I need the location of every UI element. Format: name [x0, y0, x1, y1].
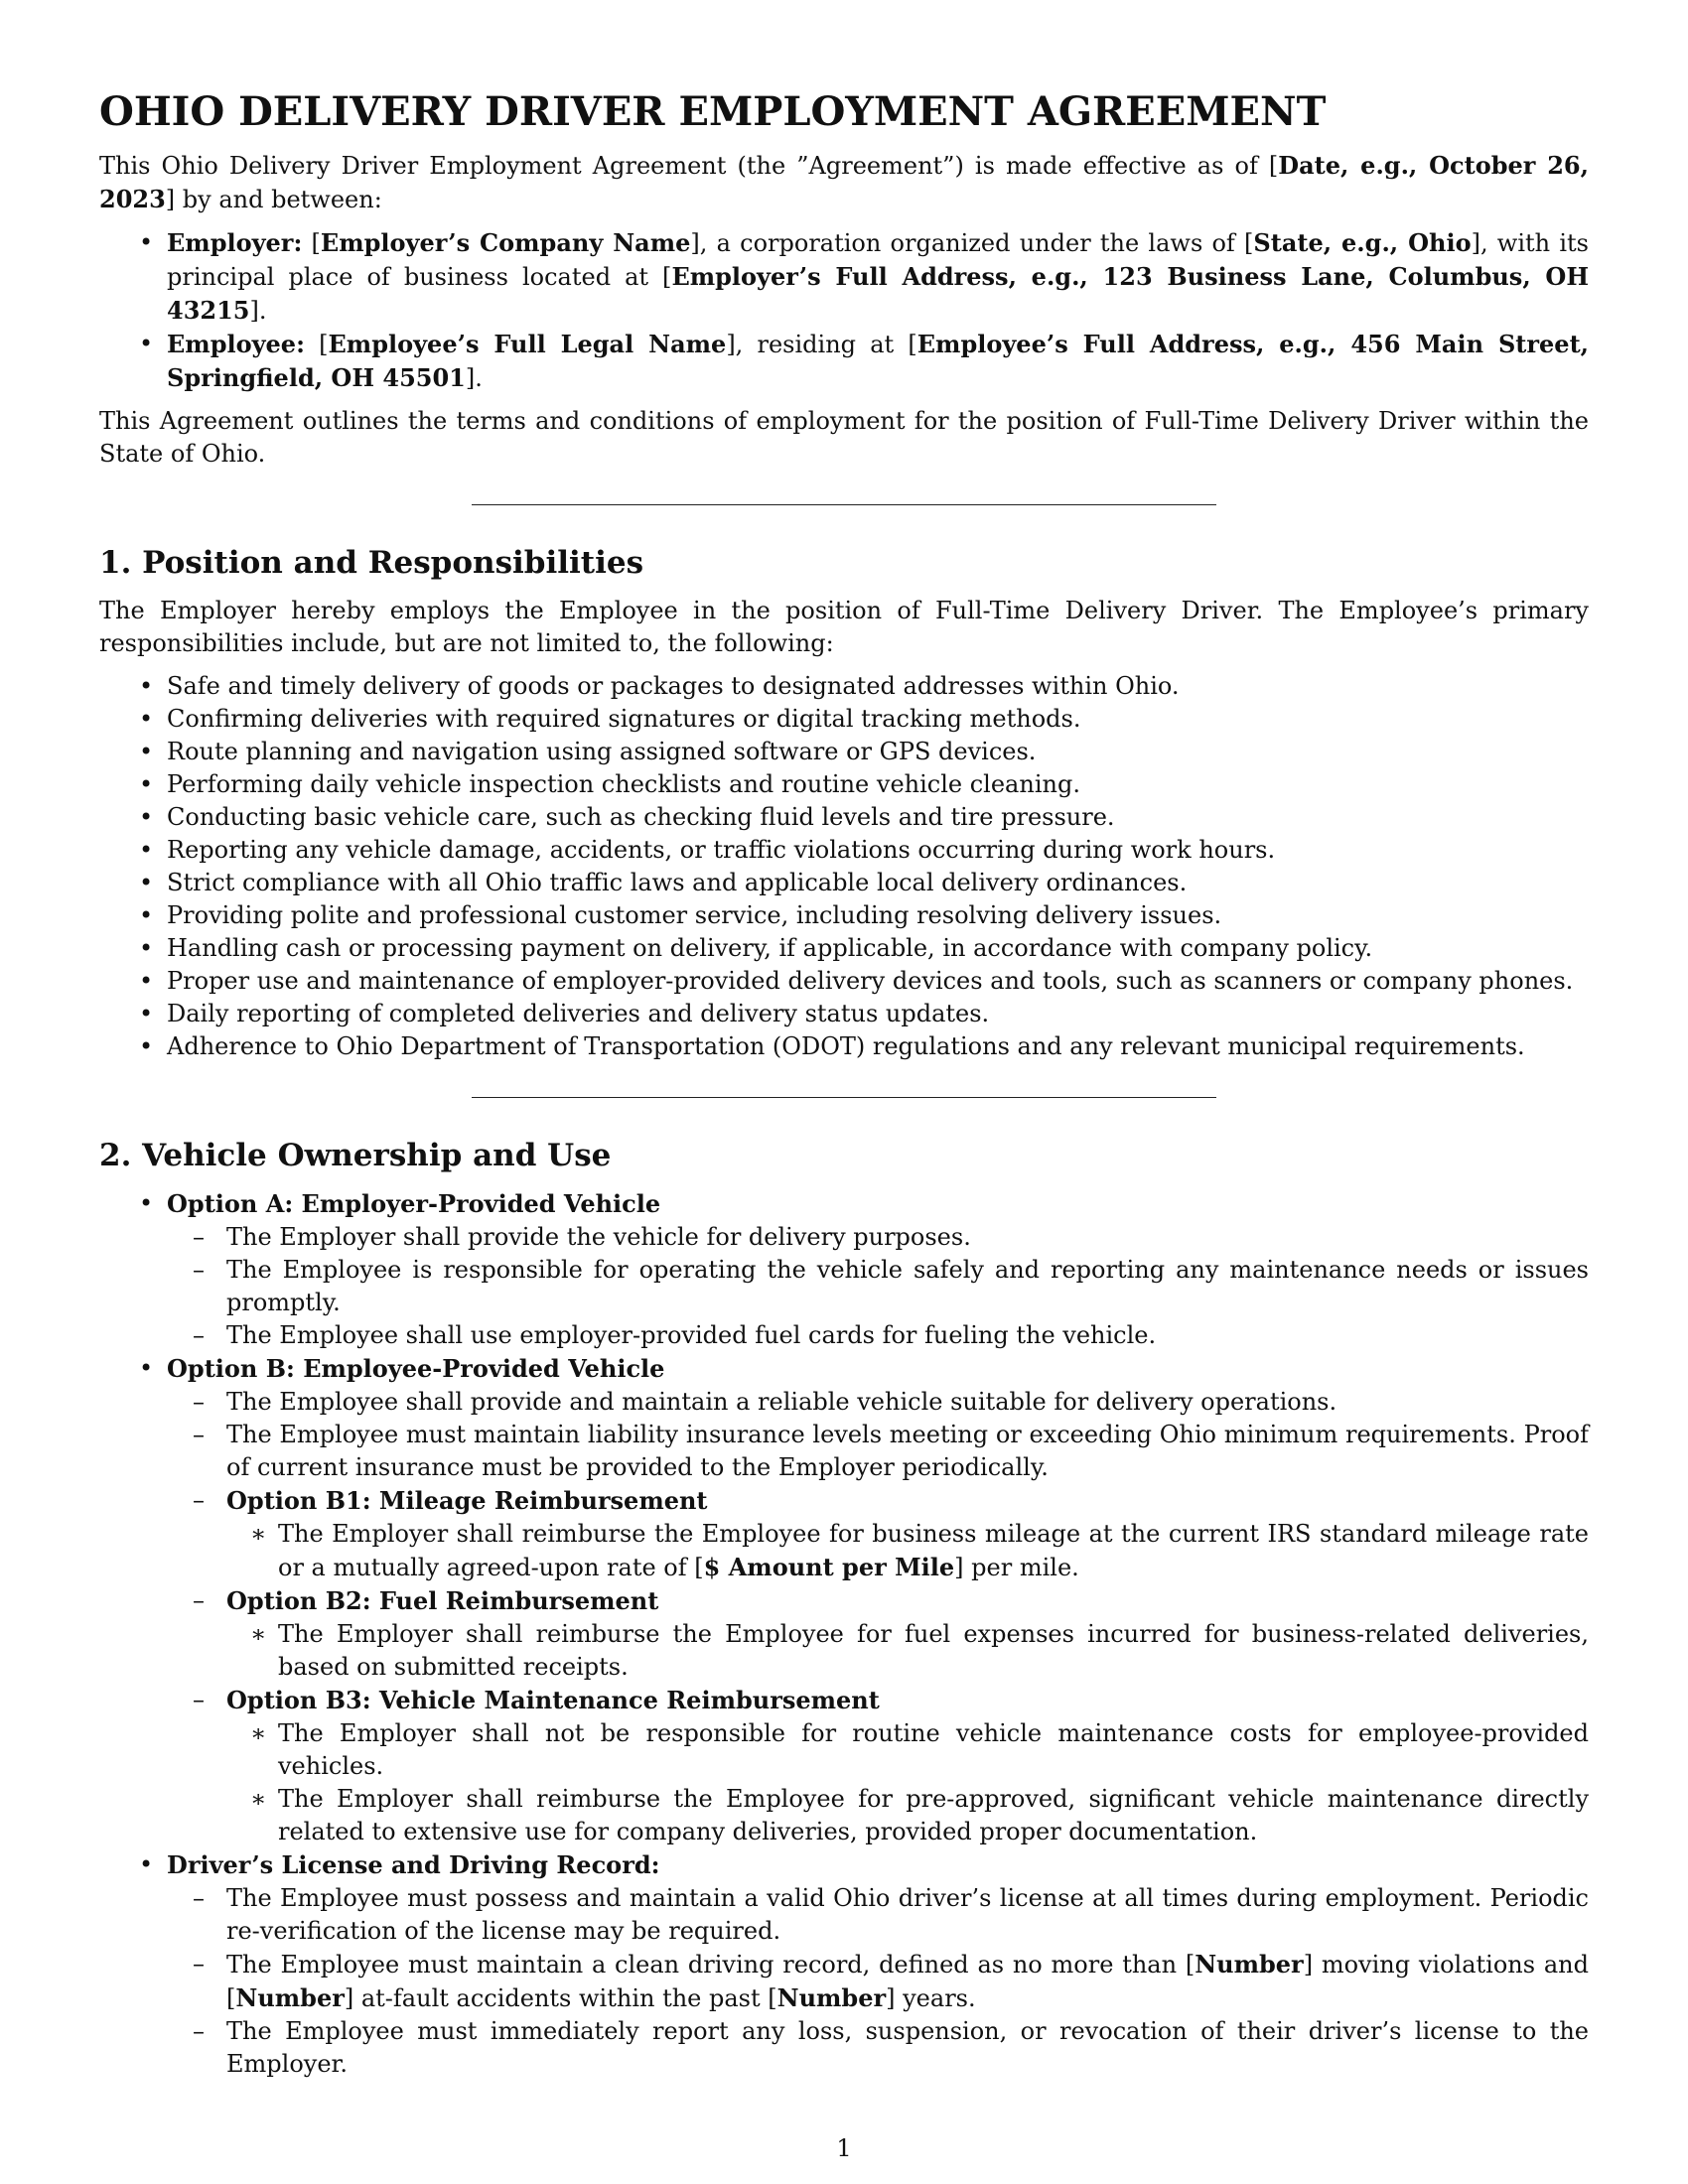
employee-text-3: ].	[465, 364, 483, 392]
years-number-placeholder: Number	[776, 1983, 887, 2012]
option-b-label: Option B: Employee-Provided Vehicle	[167, 1354, 665, 1383]
b1-text-1: The Employer shall reimburse the Employee for business mileage at the current IRS standard mileage rate or a mutually agreed-upon rate of [	[278, 1520, 1589, 1581]
list-item: ∗ The Employer shall reimburse the Employee for fuel expenses incurred for business-related deliveries, based on submitted receipts.	[226, 1618, 1589, 1684]
employer-state-placeholder: State, e.g., Ohio	[1253, 228, 1472, 257]
employer-name-placeholder: Employer’s Company Name	[320, 228, 691, 257]
option-b1	[167, 1484, 1589, 1584]
employee-text-1: [	[304, 331, 329, 358]
employee-address-placeholder: Employee’s Full Address, e.g., 456 Main Street, Springfield, OH 45501	[167, 330, 1590, 392]
license-text-2: ] moving violations and [	[226, 1951, 1589, 2012]
intro-text: This Ohio Delivery Driver Employment Agreement (the ”Agreement”) is made effective as of [	[99, 152, 1279, 180]
employer-text-4: ].	[249, 297, 267, 325]
employer-label: Employer:	[167, 228, 303, 257]
list-item: ∗ The Employer shall reimburse the Employee for pre-approved, significant vehicle maintenance directly related to extensive use for company deliveries, provided proper documentation.	[226, 1783, 1589, 1848]
employee-name-placeholder: Employee’s Full Legal Name	[328, 330, 727, 358]
license-label: Driver’s License and Driving Record:	[167, 1850, 660, 1879]
list-item: • Confirming deliveries with required signatures or digital tracking methods.	[99, 703, 1589, 736]
list-item: – The Employee must immediately report any loss, suspension, or revocation of their driver’s license to the Employer.	[167, 2015, 1589, 2081]
section-1-heading: 1. Position and Responsibilities	[99, 545, 644, 581]
violations-number-placeholder: Number	[1195, 1950, 1304, 1979]
list-item: • Daily reporting of completed deliveries and delivery status updates.	[99, 998, 1589, 1030]
license-requirements	[99, 1848, 1589, 2081]
employee-label: Employee:	[167, 330, 305, 358]
option-b3	[167, 1684, 1589, 1848]
option-a	[99, 1187, 1589, 1352]
option-a-list	[167, 1221, 1589, 1352]
section-divider	[472, 504, 1216, 505]
employer-party	[99, 226, 1589, 328]
outline-paragraph: This Agreement outlines the terms and conditions of employment for the position of Full-Time Delivery Driver within the State of Ohio.	[99, 407, 1589, 468]
option-b-list	[167, 1386, 1589, 1848]
list-item: • Reporting any vehicle damage, accidents, or traffic violations occurring during work hours.	[99, 834, 1589, 867]
intro-paragraph	[99, 149, 1589, 216]
option-b3-list	[226, 1717, 1589, 1848]
list-item: – The Employer shall provide the vehicle for delivery purposes.	[167, 1221, 1589, 1254]
license-list	[167, 1882, 1589, 2081]
employer-text-3: ], with its principal place of business located at [	[167, 229, 1589, 291]
list-item: • Adherence to Ohio Department of Transportation (ODOT) regulations and any relevant municipal requirements.	[99, 1030, 1589, 1063]
list-item	[226, 1518, 1589, 1584]
document-title: OHIO DELIVERY DRIVER EMPLOYMENT AGREEMENT	[99, 88, 1327, 135]
effective-date-placeholder: Date, e.g., October 26, 2023	[99, 151, 1589, 213]
license-text-1: The Employee must maintain a clean driving record, defined as no more than [	[226, 1951, 1196, 1979]
list-item: – The Employee must possess and maintain a valid Ohio driver’s license at all times during employment. Periodic re-verification of the license may be required.	[167, 1882, 1589, 1948]
employer-address-placeholder: Employer’s Full Address, e.g., 123 Business Lane, Columbus, OH 43215	[167, 262, 1590, 325]
list-item: – The Employee is responsible for operating the vehicle safely and reporting any maintenance needs or issues promptly.	[167, 1254, 1589, 1319]
list-item: • Proper use and maintenance of employer-provided delivery devices and tools, such as scanners or company phones.	[99, 965, 1589, 998]
option-b2-list	[226, 1618, 1589, 1684]
b1-text-2: ] per mile.	[954, 1554, 1079, 1581]
option-b2	[167, 1584, 1589, 1684]
list-item: – The Employee must maintain liability insurance levels meeting or exceeding Ohio minimum requirements. Proof of current insurance must be provided to the Employer periodically.	[167, 1419, 1589, 1484]
list-item: • Strict compliance with all Ohio traffic laws and applicable local delivery ordinances.	[99, 867, 1589, 899]
list-item: • Route planning and navigation using assigned software or GPS devices.	[99, 736, 1589, 768]
option-a-label: Option A: Employer-Provided Vehicle	[167, 1189, 661, 1218]
accidents-number-placeholder: Number	[235, 1983, 345, 2012]
option-b3-label: Option B3: Vehicle Maintenance Reimbursement	[226, 1686, 880, 1714]
section-2-heading: 2. Vehicle Ownership and Use	[99, 1138, 612, 1173]
document-page	[99, 87, 1589, 2091]
responsibilities-list	[99, 670, 1589, 1063]
option-b	[99, 1352, 1589, 1848]
option-b1-label: Option B1: Mileage Reimbursement	[226, 1486, 708, 1515]
employer-text-2: ], a corporation organized under the laws of [	[690, 229, 1254, 257]
license-text-3: ] at-fault accidents within the past [	[344, 1984, 777, 2012]
list-item: • Performing daily vehicle inspection checklists and routine vehicle cleaning.	[99, 768, 1589, 801]
employee-party	[99, 328, 1589, 395]
employee-text-2: ], residing at [	[726, 331, 917, 358]
list-item	[167, 1948, 1589, 2015]
option-b1-list	[226, 1518, 1589, 1584]
intro-text-end: ] by and between:	[165, 186, 382, 213]
license-text-4: ] years.	[886, 1984, 976, 2012]
mileage-rate-placeholder: $ Amount per Mile	[703, 1553, 955, 1581]
list-item: – The Employee shall use employer-provided fuel cards for fueling the vehicle.	[167, 1319, 1589, 1352]
page-number: 1	[836, 2134, 852, 2162]
parties-list	[99, 226, 1589, 395]
option-b2-label: Option B2: Fuel Reimbursement	[226, 1586, 659, 1615]
vehicle-options-list	[99, 1187, 1589, 2081]
section-1-intro: The Employer hereby employs the Employee in the position of Full-Time Delivery Driver. The Employee’s primary responsibilities include, but are not limited to, the following:	[99, 597, 1589, 657]
section-divider	[472, 1097, 1216, 1098]
list-item: • Conducting basic vehicle care, such as checking fluid levels and tire pressure.	[99, 801, 1589, 834]
employer-text-1: [	[302, 229, 321, 257]
list-item: – The Employee shall provide and maintain a reliable vehicle suitable for delivery operations.	[167, 1386, 1589, 1419]
list-item: • Handling cash or processing payment on delivery, if applicable, in accordance with company policy.	[99, 932, 1589, 965]
list-item: ∗ The Employer shall not be responsible for routine vehicle maintenance costs for employee-provided vehicles.	[226, 1717, 1589, 1783]
list-item: • Safe and timely delivery of goods or packages to designated addresses within Ohio.	[99, 670, 1589, 703]
list-item: • Providing polite and professional customer service, including resolving delivery issues.	[99, 899, 1589, 932]
